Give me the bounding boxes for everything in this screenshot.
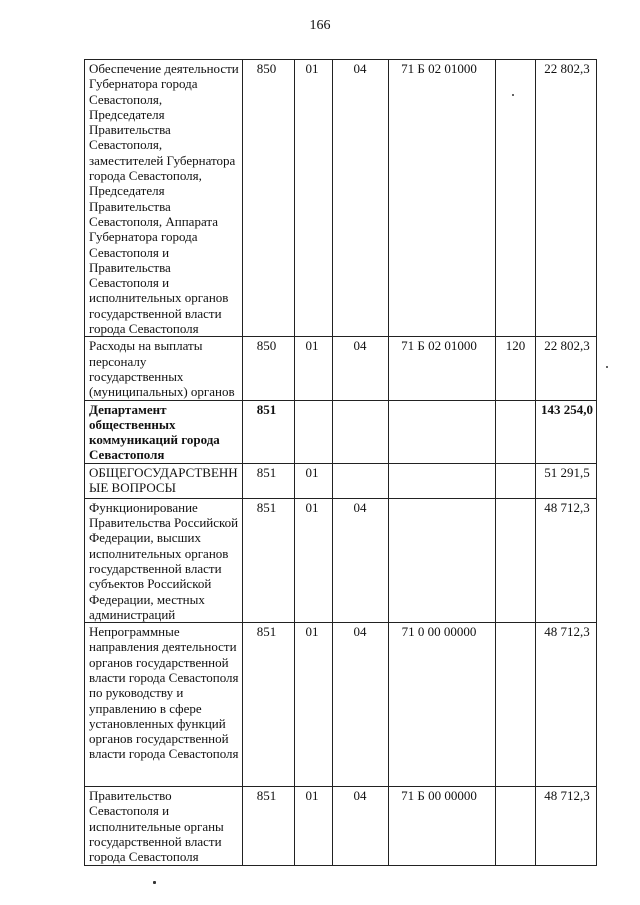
row-pr: 04 [333,623,389,787]
budget-table [84,59,597,866]
row-vr [496,623,536,787]
row-csr [389,400,496,463]
row-pr: 04 [333,787,389,865]
row-rz: 01 [295,787,333,865]
row-vr [496,498,536,622]
row-rz: 01 [295,623,333,787]
row-name: Обеспечение деятельности Губернатора города Севастополя, Председателя Правительства Севастополя, заместителей Губернатора города Севастополя, Председателя Правительства Севастополя, Аппарата Губернатора города Севастополя и Правительства Севастополя и исполнительных органов государственной власти города Севастополя [85,60,243,337]
row-sum: 143 254,0 [536,400,597,463]
row-ved: 851 [243,623,295,787]
row-sum: 51 291,5 [536,463,597,498]
row-name: Правительство Севастополя и исполнительные органы государственной власти города Севастополя [85,787,243,865]
row-sum: 22 802,3 [536,60,597,337]
row-vr [496,400,536,463]
row-csr: 71 Б 02 01000 [389,60,496,337]
row-name: Функционирование Правительства Российской Федерации, высших исполнительных органов государственной власти субъектов Российской Федерации, местных администраций [85,498,243,622]
row-csr: 71 Б 02 01000 [389,337,496,400]
row-name: Расходы на выплаты персоналу государственных (муниципальных) органов [85,337,243,400]
row-ved: 851 [243,400,295,463]
row-ved: 850 [243,337,295,400]
row-vr: 120 [496,337,536,400]
row-vr [496,463,536,498]
row-name: Непрограммные направления деятельности органов государственной власти города Севастополя по руководству и управлению в сфере установленных функций органов государственной власти города Севастополя [85,623,243,787]
row-csr [389,498,496,622]
row-vr [496,787,536,865]
row-csr: 71 0 00 00000 [389,623,496,787]
table-row [85,400,597,463]
scan-speck [606,366,608,368]
row-ved: 851 [243,787,295,865]
row-rz: 01 [295,498,333,622]
row-pr: 04 [333,498,389,622]
row-name: ОБЩЕГОСУДАРСТВЕНН ЫЕ ВОПРОСЫ [85,463,243,498]
row-rz: 01 [295,463,333,498]
table-row [85,337,597,400]
row-name: Департамент общественных коммуникаций города Севастополя [85,400,243,463]
table-row [85,60,597,337]
row-ved: 851 [243,463,295,498]
row-csr: 71 Б 00 00000 [389,787,496,865]
row-sum: 48 712,3 [536,498,597,622]
row-ved: 850 [243,60,295,337]
row-rz: 01 [295,337,333,400]
row-ved: 851 [243,498,295,622]
scan-speck [512,94,514,96]
row-vr [496,60,536,337]
row-pr: 04 [333,337,389,400]
page-number: 166 [309,18,331,33]
row-sum: 22 802,3 [536,337,597,400]
row-pr [333,400,389,463]
row-csr [389,463,496,498]
table-row [85,498,597,622]
row-rz: 01 [295,60,333,337]
table-row [85,787,597,865]
row-rz [295,400,333,463]
row-pr [333,463,389,498]
row-sum: 48 712,3 [536,787,597,865]
table-row [85,623,597,787]
table-row [85,463,597,498]
row-pr: 04 [333,60,389,337]
row-sum: 48 712,3 [536,623,597,787]
scan-speck [153,881,156,884]
